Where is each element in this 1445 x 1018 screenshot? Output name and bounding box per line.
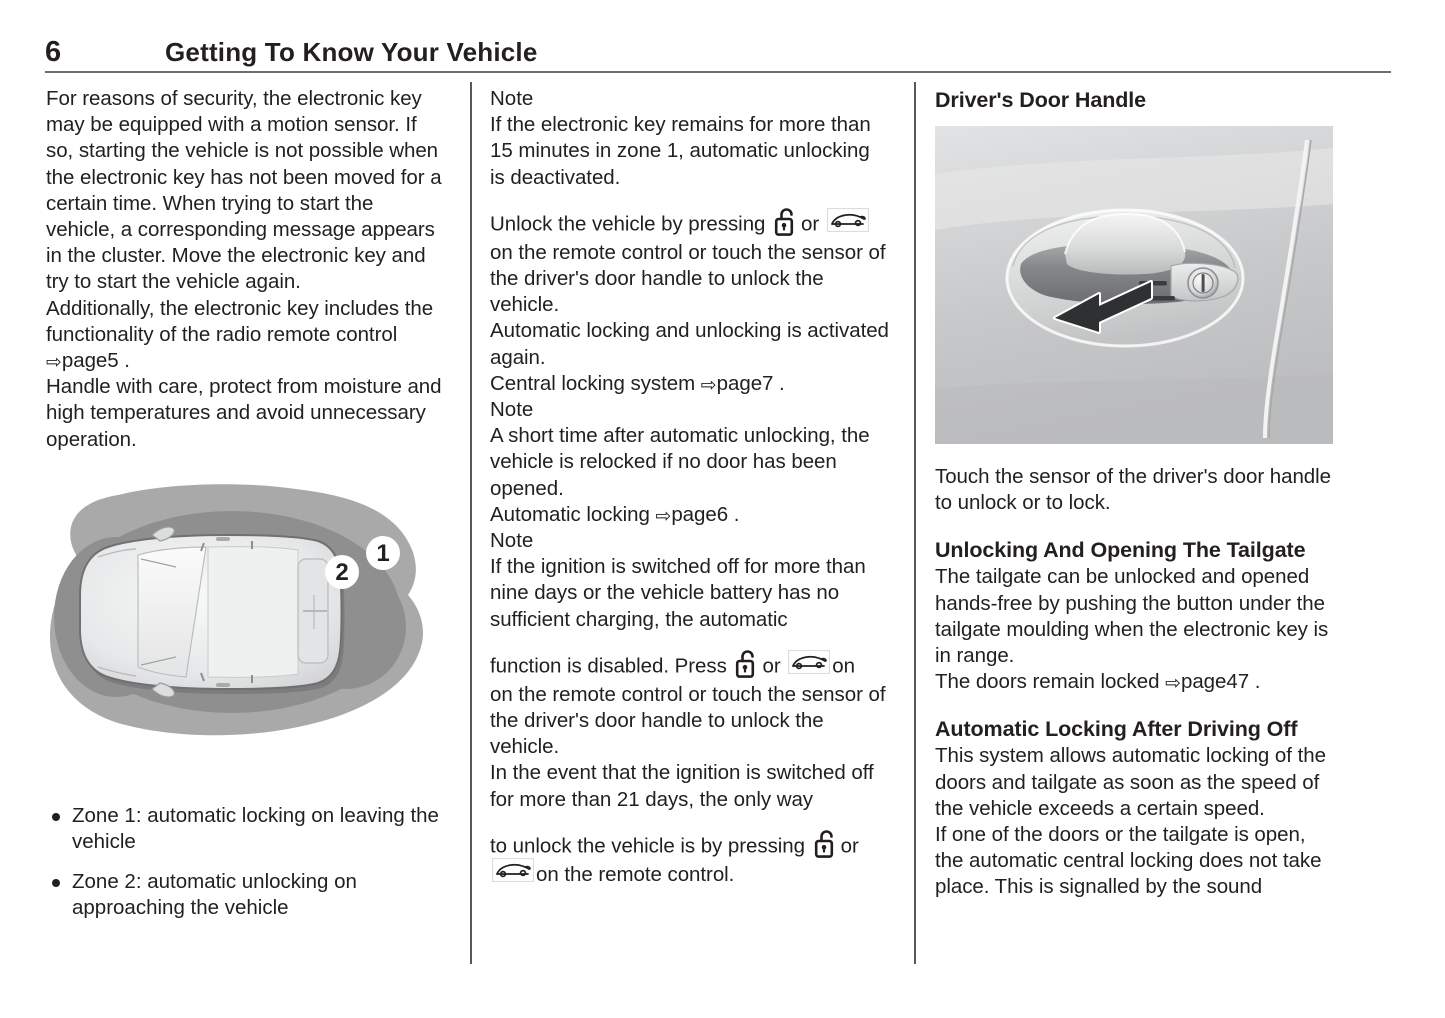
c2-p5-text-1: function is disabled. Press [490, 654, 727, 678]
bullet-dot-icon [52, 813, 60, 821]
c1-paragraph-3: Handle with care, protect from moisture and high temperatures and avoid unnecessary operation. [46, 375, 442, 451]
car-tailgate-icon [827, 208, 869, 232]
c2-paragraph-6: In the event that the ignition is switched off for more than 21 days, the only way [490, 761, 874, 811]
page-header [45, 34, 1390, 74]
c2-p1-text-1: Unlock the vehicle by pressing [490, 212, 766, 236]
c2-p7-text-2: on the remote control. [536, 862, 735, 886]
c2-paragraph-1 [490, 210, 890, 319]
vehicle-top-view [80, 527, 345, 697]
unlock-padlock-icon [774, 207, 798, 237]
c2-p4-page-ref[interactable]: page6 [671, 502, 729, 526]
c2-p3-page-ref[interactable]: page7 [716, 371, 774, 395]
c1-p2-page-ref[interactable]: page5 [61, 349, 119, 373]
c3-paragraph-5: If one of the doors or the tailgate is open, the automatic central locking does not take place. This is signalled by the sound [935, 823, 1322, 899]
c1-p2-text-before: Additionally, the electronic key includes the functionality of the radio remote control [46, 296, 434, 346]
bullet-dot-icon [52, 879, 60, 887]
c2-p7-or: or [840, 834, 859, 858]
c2-paragraph-4 [490, 502, 890, 528]
c2-paragraph-2: Automatic locking and unlocking is activated again. [490, 319, 889, 369]
c3-p3-page-ref[interactable]: page47 [1180, 670, 1250, 694]
page-title: Getting To Know Your Vehicle [165, 37, 538, 67]
note-text-1: If the electronic key remains for more than 15 minutes in zone 1, automatic unlocking is deactivated. [490, 113, 871, 189]
vehicle-zones-figure [46, 477, 446, 777]
page-ref-arrow-icon: ⇨ [655, 504, 672, 527]
c1-paragraph-2 [46, 296, 446, 375]
section-heading-automatic-locking: Automatic Locking After Driving Off [935, 717, 1298, 742]
page-number: 6 [45, 36, 62, 68]
column-two [490, 86, 890, 888]
page-ref-arrow-icon: ⇨ [700, 373, 717, 396]
note-label-1: Note [490, 87, 534, 110]
note-text-2: A short time after automatic unlocking, the vehicle is relocked if no door has been opened. [490, 424, 870, 500]
c2-p3-text-before: Central locking system [490, 371, 701, 395]
c2-paragraph-7 [490, 832, 890, 888]
unlock-padlock-icon [814, 829, 838, 859]
car-tailgate-icon [788, 650, 830, 674]
page-ref-arrow-icon: ⇨ [1165, 672, 1181, 695]
column-divider-2 [914, 82, 916, 964]
c2-p5-text-2: on the remote control or touch the sensor of the driver's door handle to unlock the vehicle. [490, 682, 886, 759]
zone-bullet-list [46, 803, 446, 922]
c2-p7-text-1: to unlock the vehicle is by pressing [490, 834, 805, 858]
c1-paragraph-1: For reasons of security, the electronic key may be equipped with a motion sensor. If so, starting the vehicle is not possible when the electronic key has not been moved for a certain time. When trying to start the vehicle, a corresponding message appears in the cluster. Move the electronic key and try to start the vehicle again. [46, 87, 442, 294]
column-three [935, 86, 1335, 901]
bullet-text: Zone 1: automatic locking on leaving the vehicle [72, 803, 439, 854]
c2-p4-text-before: Automatic locking [490, 502, 656, 526]
c3-paragraph-3 [935, 669, 1335, 695]
list-item [46, 869, 446, 921]
c3-p3-text-after: . [1249, 670, 1261, 694]
callout-marker-2 [325, 555, 359, 589]
c3-paragraph-4: This system allows automatic locking of the doors and tailgate as soon as the speed of the vehicle exceeds a certain speed. [935, 744, 1326, 820]
c2-paragraph-5 [490, 652, 890, 761]
column-one [46, 86, 446, 936]
c2-p1-or: or [801, 212, 820, 236]
list-item [46, 803, 446, 855]
header-divider [45, 71, 1391, 73]
note-label-3: Note [490, 529, 534, 553]
c3-p3-text-before: The doors remain locked [935, 670, 1166, 694]
bullet-text: Zone 2: automatic unlocking on approaching the vehicle [72, 870, 357, 920]
unlock-padlock-icon [735, 649, 759, 679]
c1-p2-text-after: . [118, 349, 130, 373]
drivers-door-handle-photo [935, 126, 1333, 444]
note-label-2: Note [490, 398, 534, 422]
callout-marker-1 [366, 536, 400, 570]
section-heading-drivers-door-handle: Driver's Door Handle [935, 88, 1147, 112]
c2-paragraph-3 [490, 371, 890, 397]
callout-2-label: 2 [335, 558, 349, 586]
c3-paragraph-2: The tailgate can be unlocked and opened hands-free by pushing the button under the tailgate moulding when the electronic key is in range. [935, 565, 1329, 668]
c2-p5-on: on [832, 654, 855, 678]
column-divider-1 [470, 82, 472, 964]
page-ref-arrow-icon: ⇨ [46, 351, 62, 374]
c3-paragraph-1: Touch the sensor of the driver's door handle to unlock or to lock. [935, 465, 1332, 515]
c2-p4-text-after: . [728, 502, 740, 526]
section-heading-unlocking-tailgate: Unlocking And Opening The Tailgate [935, 538, 1306, 563]
callout-1-label: 1 [376, 539, 390, 567]
c2-p3-text-after: . [773, 371, 785, 395]
c2-p5-or: or [762, 654, 781, 678]
car-tailgate-icon [492, 858, 534, 882]
c2-p1-text-2: on the remote control or touch the sensor of the driver's door handle to unlock the vehicle. [490, 240, 886, 317]
note-text-3: If the ignition is switched off for more than nine days or the vehicle battery has no sufficient charging, the automatic [490, 555, 866, 631]
